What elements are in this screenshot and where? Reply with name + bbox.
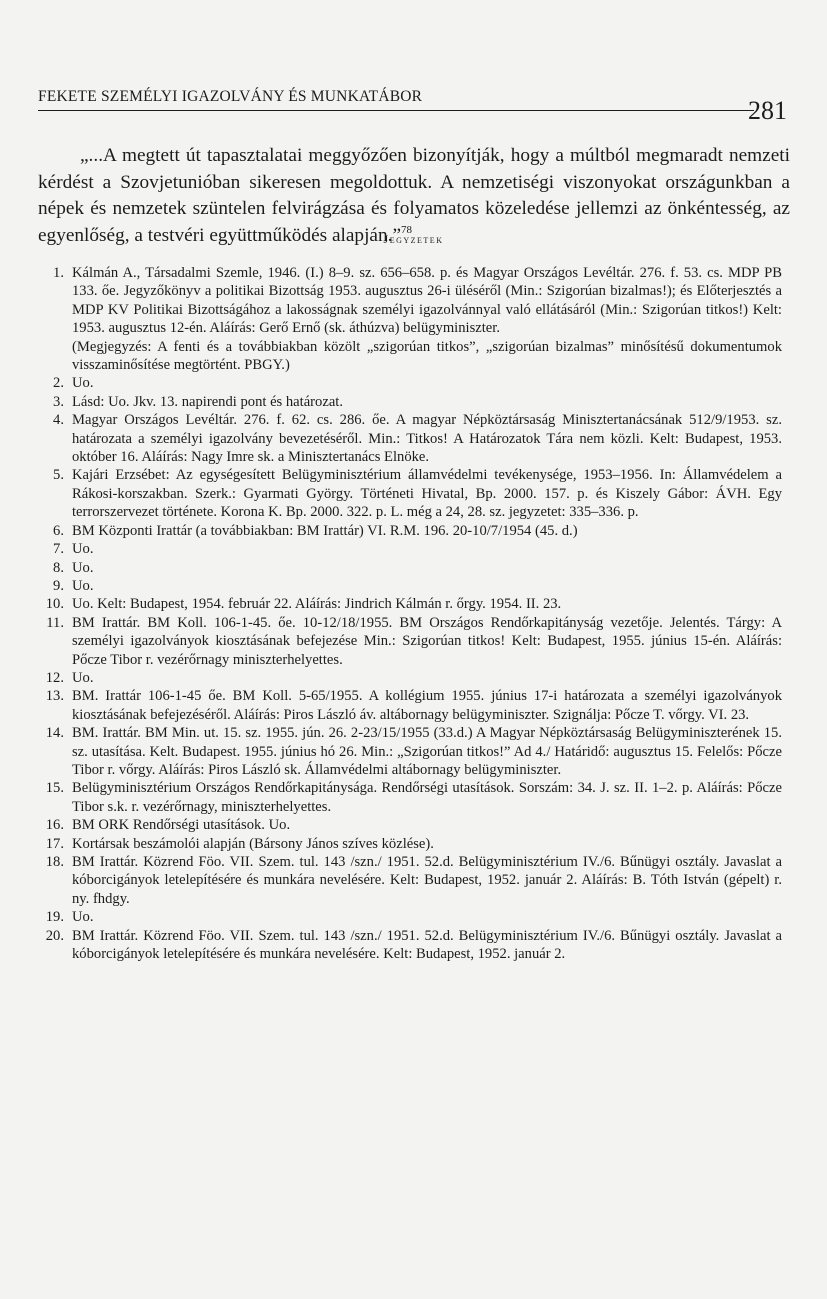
note-number: 15.	[45, 780, 64, 797]
note-item	[42, 595, 782, 613]
note-number: 4.	[53, 412, 64, 429]
note-item	[42, 338, 782, 375]
note-text: BM Központi Irattár (a továbbiakban: BM Irattár) VI. R.M. 196. 20-10/7/1954 (45. d.)	[72, 522, 578, 539]
note-number: 17.	[45, 835, 64, 852]
note-text: Uo.	[72, 375, 94, 392]
note-item	[42, 540, 782, 558]
page-number: 281	[748, 96, 787, 125]
note-item	[42, 779, 782, 816]
note-text: Belügyminisztérium Országos Rendőrkapitánysága. Rendőrségi utasítások. Sorszám: 34. J. sz. II. 1–2. p. Aláírás: Pőcze Tibor s.k. r. vezérőrnagy, miniszterhelyettes.	[72, 780, 782, 815]
note-number: 18.	[45, 854, 64, 870]
notes-list	[42, 264, 782, 963]
note-number: 2.	[53, 375, 64, 392]
note-text: BM Irattár. Közrend Föo. VII. Szem. tul. 143 /szn./ 1951. 52.d. Belügyminisztérium IV./6. Bűnügyi osztály. Javaslat a kóborcigányok letelepítésére és munkára nevelésére. Kelt: Budapest, 1952. január 2.	[72, 927, 782, 963]
note-item	[42, 374, 782, 392]
note-number	[42, 338, 72, 375]
note-number: 8.	[53, 559, 64, 576]
note-text: Uo.	[72, 559, 94, 576]
note-item	[42, 466, 782, 521]
note-text: BM Irattár. BM Koll. 106-1-45. őe. 10-12/18/1955. BM Országos Rendőrkapitányság vezetője. Jelentés. Tárgy: A személyi igazolványok kiosztásának befejezése Min.: Szigorúan titkos! Kelt: Budapest, 1955. június 15-én. Aláírás: Pőcze Tibor r. vezérőrnagy miniszterhelyettes.	[72, 614, 782, 668]
note-text: Lásd: Uo. Jkv. 13. napirendi pont és határozat.	[72, 393, 343, 410]
note-item	[42, 522, 782, 540]
note-number: 16.	[45, 817, 64, 834]
note-item	[42, 853, 782, 908]
note-text: BM Irattár. Közrend Föo. VII. Szem. tul. 143 /szn./ 1951. 52.d. Belügyminisztérium IV./6. Bűnügyi osztály. Javaslat a kóborcigányok letelepítésére és munkára nevelésére. Kelt: Budapest, 1952. január 2. Aláírás: B. Tóth István (gépelt) r. ny. fhdgy.	[72, 854, 782, 907]
note-item	[42, 927, 782, 964]
note-item	[42, 559, 782, 577]
note-text: Uo.	[72, 541, 94, 558]
note-item	[42, 264, 782, 338]
note-number: 20.	[45, 927, 64, 944]
quote-text: „...A megtett út tapasztalatai meggyőzően bizonyítják, hogy a múltból megmaradt nemzeti kérdést a Szovjetunióban sikeresen megoldottuk. A nemzetiségi viszonyokat országunkban a népek és nemzetek szüntelen felvirágzása és folyamatos közeledése jellemzi az önkéntesség, az egyenlőség, a testvéri együttműködés alapján.”	[38, 145, 790, 246]
note-text: BM. Irattár. BM Min. ut. 15. sz. 1955. jún. 26. 2-23/15/1955 (33.d.) A Magyar Népköztársaság Belügyminiszterének 15. sz. utasítása. Kelt. Budapest. 1955. június hó 26. Min.: „Szigorúan titkos!” Ad 4./ Határidő: augusztus 15. Felelős: Pőcze Tibor r. vőrgy. Aláírás: Piros László sk. Államvédelmi altábornagy belügyminiszter.	[72, 725, 782, 778]
note-item	[42, 411, 782, 466]
note-item	[42, 687, 782, 724]
note-item	[42, 816, 782, 834]
note-number: 13.	[45, 688, 64, 705]
note-text: Kajári Erzsébet: Az egységesített Belügyminisztérium államvédelmi tevékenysége, 1953–1956. In: Államvédelem a Rákosi-korszakban. Szerk.: Gyarmati György. Történeti Hivatal, Bp. 2000. 157. p. és Kiszely Gábor: ÁVH. Egy terrorszervezet története. Korona K. Bp. 2000. 322. p. L. még a 24, 28. sz. jegyzetet: 335–336. p.	[72, 467, 782, 521]
note-number: 3.	[53, 393, 64, 410]
note-text: Kortársak beszámolói alapján (Bársony János szíves közlése).	[72, 835, 434, 852]
note-number: 14.	[45, 725, 64, 742]
note-number: 5.	[53, 467, 64, 484]
note-item	[42, 669, 782, 687]
note-text: Uo.	[72, 669, 94, 686]
note-text: BM ORK Rendőrségi utasítások. Uo.	[72, 817, 291, 834]
note-item	[42, 393, 782, 411]
note-number: 7.	[53, 541, 64, 558]
note-text: Uo.	[72, 909, 94, 926]
footnote-reference: 78	[401, 223, 413, 236]
header-rule	[38, 110, 754, 111]
note-item	[42, 908, 782, 926]
note-number: 9.	[53, 577, 64, 594]
note-item	[42, 835, 782, 853]
note-text: Uo. Kelt: Budapest, 1954. február 22. Aláírás: Jindrich Kálmán r. őrgy. 1954. II. 23.	[72, 596, 562, 613]
note-number: 10.	[45, 596, 64, 613]
note-number: 12.	[45, 669, 64, 686]
note-item	[42, 614, 782, 669]
note-number: 19.	[45, 909, 64, 926]
note-number: 1.	[53, 265, 64, 281]
notes-heading: Jegyzetek	[383, 232, 444, 246]
note-item	[42, 577, 782, 595]
note-text: Magyar Országos Levéltár. 276. f. 62. cs. 286. őe. A magyar Népköztársaság Minisztertanácsának 512/9/1953. sz. határozata a személyi igazolvány bevezetéséről. Min.: Titkos! A Határozatok Tára nem közli. Kelt: Budapest, 1953. október 16. Aláírás: Nagy Imre sk. a Minisztertanács Elnöke.	[72, 412, 782, 466]
note-number: 6.	[53, 522, 64, 539]
note-text: Uo.	[72, 577, 94, 594]
note-item	[42, 724, 782, 779]
note-number: 11.	[46, 614, 64, 631]
note-text: (Megjegyzés: A fenti és a továbbiakban közölt „szigorúan titkos”, „szigorúan bizalmas” minősítésű dokumentumok visszaminősítése megtörtént. PBGY.)	[72, 338, 782, 374]
note-text: Kálmán A., Társadalmi Szemle, 1946. (I.) 8–9. sz. 656–658. p. és Magyar Országos Levéltár. 276. f. 53. cs. MDP PB 133. őe. Jegyzőkönyv a politikai Bizottság 1953. augusztus 26-i üléséről (Min.: Szigorúan bizalmas!); és Előterjesztés a MDP KV Politikai Bizottságához a lakosságnak személyi igazolvánnyal való ellátásáról (Min.: Szigorúan titkos!) Kelt: 1953. augusztus 12-én. Aláírás: Gerő Ernő (sk. áthúzva) belügyminiszter.	[72, 265, 782, 337]
running-head: FEKETE SZEMÉLYI IGAZOLVÁNY ÉS MUNKATÁBOR	[38, 88, 423, 105]
note-text: BM. Irattár 106-1-45 őe. BM Koll. 5-65/1955. A kollégium 1955. június 17-i határozata a személyi igazolványok kiosztásának befejezéséről. Aláírás: Piros László áv. altábornagy belügyminiszter. Szignálja: Pőcze T. vőrgy. VI. 23.	[72, 688, 782, 723]
